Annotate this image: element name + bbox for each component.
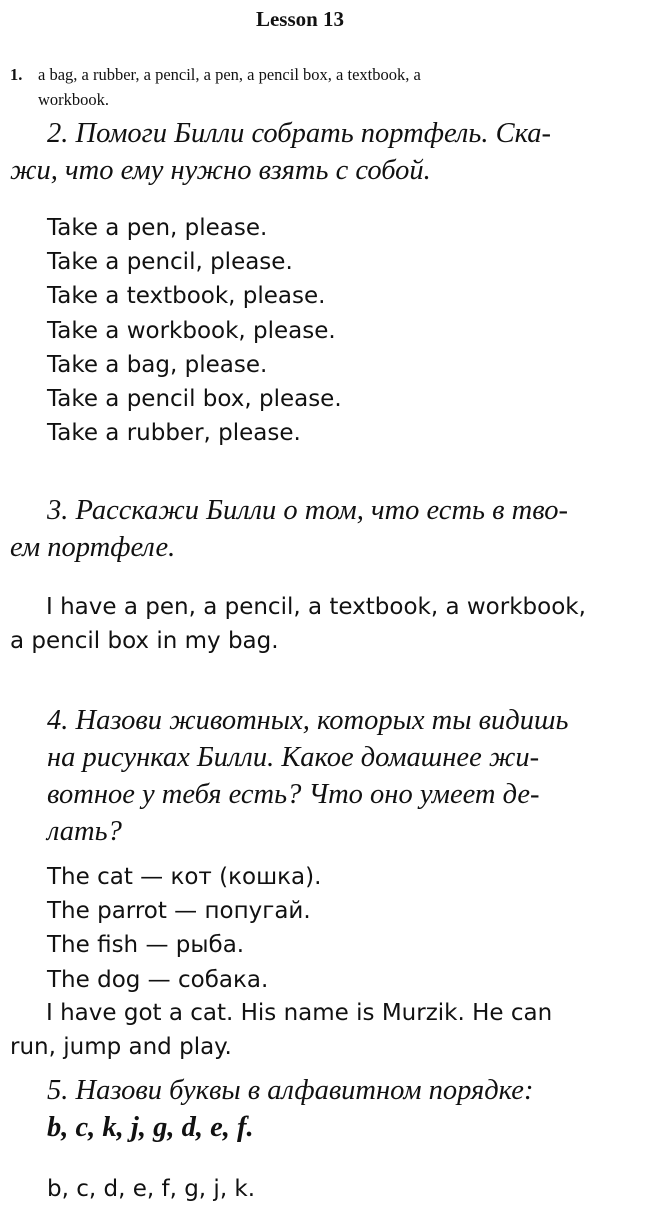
exercise-3-task-line-1: 3. Расскажи Билли о том, что есть в тво- bbox=[47, 495, 568, 526]
exercise-4-paragraph bbox=[10, 996, 650, 1064]
exercise-5-answer bbox=[47, 1172, 255, 1206]
answer-line: Take a pen, please. bbox=[47, 215, 268, 241]
exercise-3-task-line-2: ем портфеле. bbox=[10, 532, 176, 563]
exercise-3-answer bbox=[10, 590, 650, 658]
exercise-4-task-line-4: лать? bbox=[47, 816, 122, 847]
exercise-4-answers bbox=[47, 860, 321, 997]
exercise-4-paragraph-line-1: I have got a cat. His name is Murzik. He can bbox=[46, 1000, 553, 1026]
exercise-3-task bbox=[10, 492, 660, 566]
exercise-5-task-letters: b, c, k, j, g, d, e, f. bbox=[47, 1112, 254, 1143]
exercise-1-line-2: workbook. bbox=[38, 90, 110, 109]
answer-line: The dog — собака. bbox=[47, 966, 269, 993]
exercise-5-answer-line: b, c, d, e, f, g, j, k. bbox=[47, 1176, 256, 1202]
exercise-5-task bbox=[47, 1072, 660, 1146]
exercise-3-answer-line-2: a pencil box in my bag. bbox=[10, 628, 279, 654]
answer-line: The fish — рыба. bbox=[47, 932, 245, 959]
answer-line: Take a pencil box, please. bbox=[47, 386, 342, 413]
exercise-2-task bbox=[10, 115, 660, 189]
exercise-1-number: 1. bbox=[10, 65, 23, 84]
exercise-4-paragraph-line-2: run, jump and play. bbox=[10, 1034, 232, 1060]
exercise-5-task-line-1: 5. Назови буквы в алфавитном порядке: bbox=[47, 1075, 534, 1106]
exercise-2-task-line-1: 2. Помоги Билли собрать портфель. Ска- bbox=[47, 118, 551, 149]
exercise-4-task-line-2: на рисунках Билли. Какое домашнее жи- bbox=[47, 742, 540, 773]
exercise-2-answers bbox=[47, 211, 342, 450]
exercise-4-task bbox=[47, 702, 660, 850]
answer-line: Take a pencil, please. bbox=[47, 249, 293, 276]
answer-line: Take a rubber, please. bbox=[47, 420, 301, 447]
answer-line: The parrot — попугай. bbox=[47, 898, 311, 925]
exercise-3-answer-line-1: I have a pen, a pencil, a textbook, a workbook, bbox=[46, 594, 586, 620]
exercise-4-task-line-1: 4. Назови животных, которых ты видишь bbox=[47, 705, 569, 736]
answer-line: Take a bag, please. bbox=[47, 351, 268, 378]
answer-line: Take a workbook, please. bbox=[47, 317, 336, 344]
answer-line: Take a textbook, please. bbox=[47, 283, 326, 310]
exercise-4-task-line-3: вотное у тебя есть? Что оно умеет де- bbox=[47, 779, 540, 810]
exercise-2-task-line-2: жи, что ему нужно взять с собой. bbox=[10, 155, 431, 186]
lesson-title: Lesson 13 bbox=[255, 7, 345, 31]
answer-line: The cat — кот (кошка). bbox=[47, 864, 322, 890]
exercise-1-line-1: a bag, a rubber, a pencil, a pen, a pencil box, a textbook, a bbox=[38, 65, 421, 84]
